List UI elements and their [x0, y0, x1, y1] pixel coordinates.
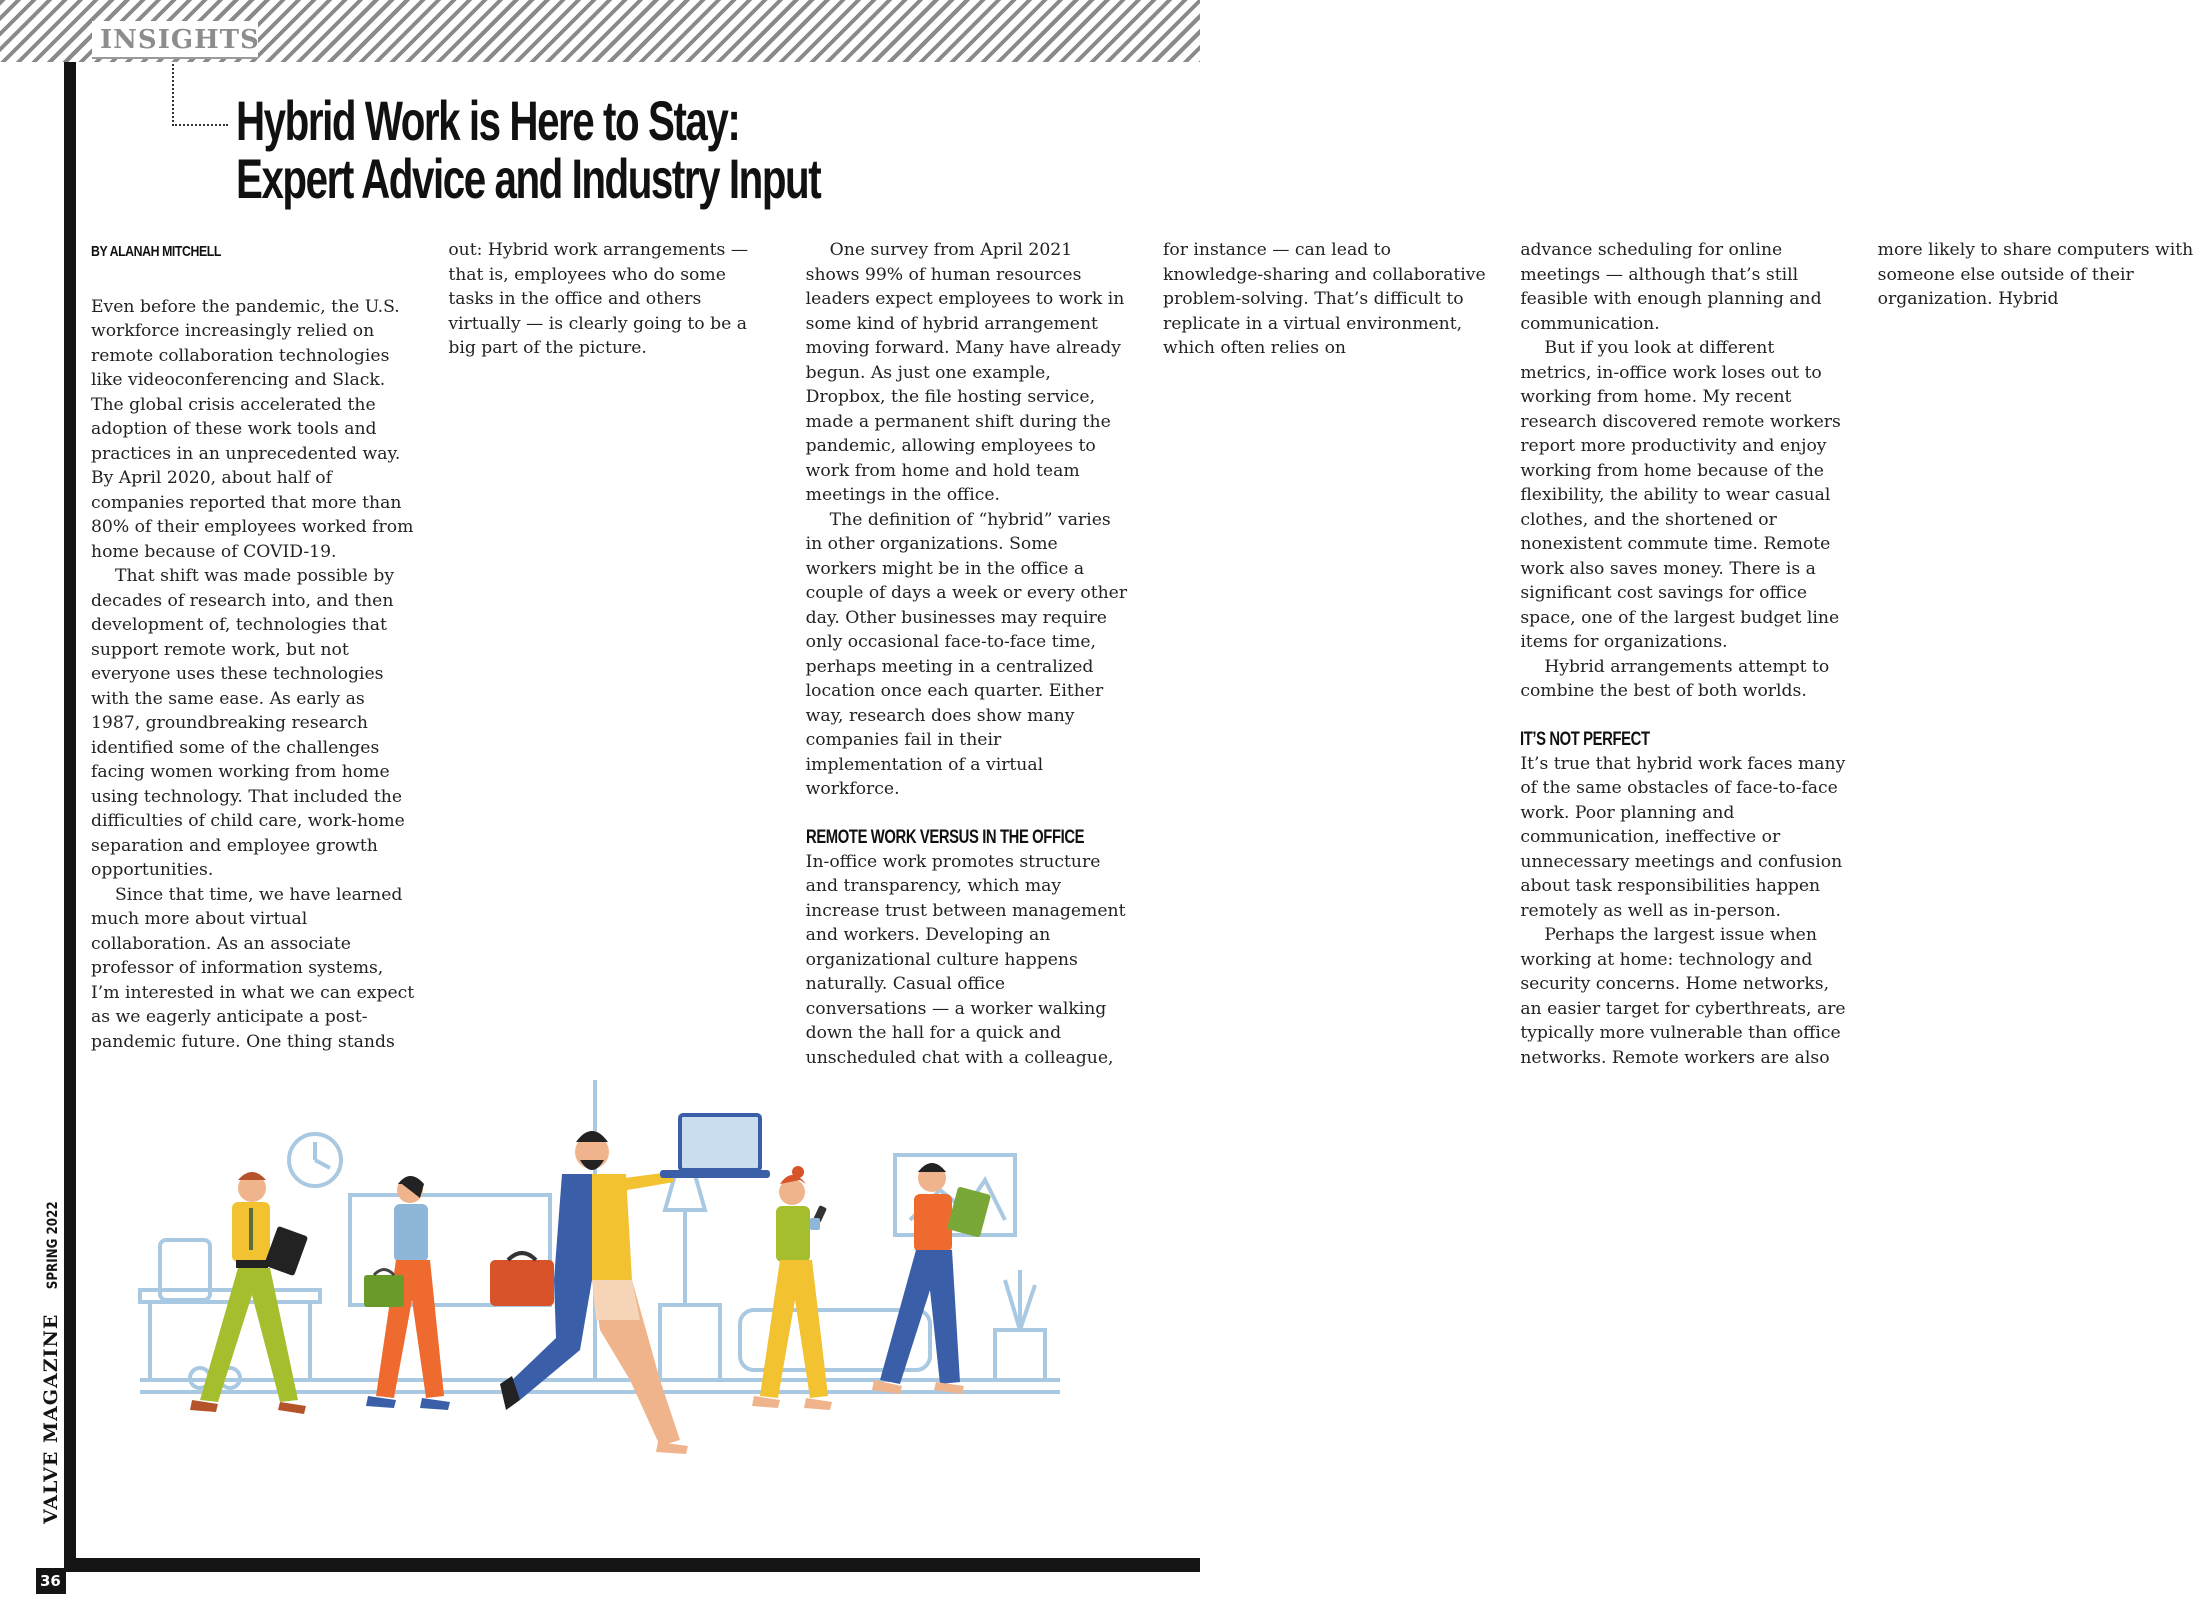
page-number: 36 [36, 1568, 66, 1594]
subhead-remote-vs-office: REMOTE WORK VERSUS IN THE OFFICE [805, 826, 1084, 848]
person-with-phone-and-coffee [752, 1166, 832, 1410]
left-rule [64, 62, 76, 1572]
paragraph: In-office work promotes structure and transparency, which may increase trust between management and workers. Developing an organizational culture happens naturally. Casual office conversations — a worker walking down the hall for a quick and unscheduled chat with a colleague, for instance — can lead to knowledge-sharing and collaborative problem-solving. That’s difficult to replicate in a virtual environment, which often relies on [805, 240, 1486, 1068]
headline-line-1: Hybrid Work is Here to Stay: [236, 89, 740, 152]
paragraph: That shift was made possible by decades of research into, and then development of, technologies that support remote work, but not everyone uses these technologies with the same ease. As early as 1987, groundbreaking research identified some of the challenges facing women working from home using technology. That included the difficulties of child care, work-home separation and employee growth opportunities. [91, 566, 405, 880]
byline: BY ALANAH MITCHELL [91, 243, 221, 260]
section-tag: INSIGHTS [92, 21, 258, 59]
tablet-icon [947, 1186, 991, 1237]
magazine-name: VALVE MAGAZINE [40, 1313, 62, 1524]
paragraph: Since that time, we have learned much more about virtual collaboration. As an associate professor of information systems, I’m interested in what we can expect as we eagerly anticipate a post-pandemic future. One thing stands out: Hybrid work arrangements — that is, employees who do some tasks in the office and others virtually — is clearly going to be a big part of the picture. [91, 240, 749, 1052]
paragraph: The definition of “hybrid” varies in other organizations. Some workers might be in the office a couple of days a week or every other day. Other businesses may require only occasional face-to-face time, perhaps meeting in a centralized location once each quarter. Either way, research does show many companies fail in their implementation of a virtual workforce. [805, 509, 1128, 799]
paragraph: Even before the pandemic, the U.S. workforce increasingly relied on remote collaboration technologies like videoconferencing and Slack. The global crisis accelerated the adoption of these work tools and practices in an unprecedented way. By April 2020, about half of companies reported that more than 80% of their employees worked from home because of COVID-19. [91, 296, 414, 562]
briefcase-icon [490, 1260, 554, 1306]
bottom-rule [64, 1558, 1200, 1572]
paragraph: advance scheduling for online meetings — although that’s still feasible with enough planning and communication. [1520, 240, 1822, 334]
person-with-briefcase [364, 1176, 450, 1410]
dotted-connector [172, 64, 228, 126]
magazine-footer [40, 1193, 62, 1524]
article-body [91, 238, 2194, 1078]
person-split-office-home [490, 1115, 770, 1454]
cabinet-icon [660, 1305, 720, 1380]
subhead-not-perfect: IT’S NOT PERFECT [1520, 728, 1650, 750]
issue-date: SPRING 2022 [45, 1200, 61, 1289]
paragraph: But if you look at different metrics, in-office work loses out to working from home. My recent research discovered remote workers report more productivity and enjoy working from home because of the flexibility, the ability to wear casual clothes, and the shortened or nonexistent commute time. Remote work also saves money. There is a significant cost savings for office space, one of the largest budget line items for organizations. [1520, 338, 1841, 652]
person-with-folder [190, 1172, 308, 1414]
paragraph: One survey from April 2021 shows 99% of human resources leaders expect employees to work in some kind of hybrid arrangement moving forward. Many have already begun. As just one example, Dropbox, the file hosting service, made a permanent shift during the pandemic, allowing employees to work from home and hold team meetings in the office. [805, 240, 1125, 505]
hybrid-work-illustration [140, 1080, 1080, 1480]
headline-line-2: Expert Advice and Industry Input [236, 147, 821, 210]
plant-pot-icon [995, 1330, 1045, 1380]
laptop-icon [680, 1115, 760, 1170]
article-headline [236, 89, 884, 210]
paragraph: Perhaps the largest issue when working at home: technology and security concerns. Home networks, an easier target for cyberthreats, are typically more vulnerable than office networks. Remote workers are also more likely to share computers with someone else outside of their organization. Hybrid [1520, 240, 2194, 1068]
paragraph: It’s true that hybrid work faces many of the same obstacles of face-to-face work. Poor planning and communication, ineffective or unnecessary meetings and confusion about task responsibilities happen remotely as well as in-person. [1520, 753, 1846, 921]
paragraph: Hybrid arrangements attempt to combine the best of both worlds. [1520, 656, 1830, 701]
